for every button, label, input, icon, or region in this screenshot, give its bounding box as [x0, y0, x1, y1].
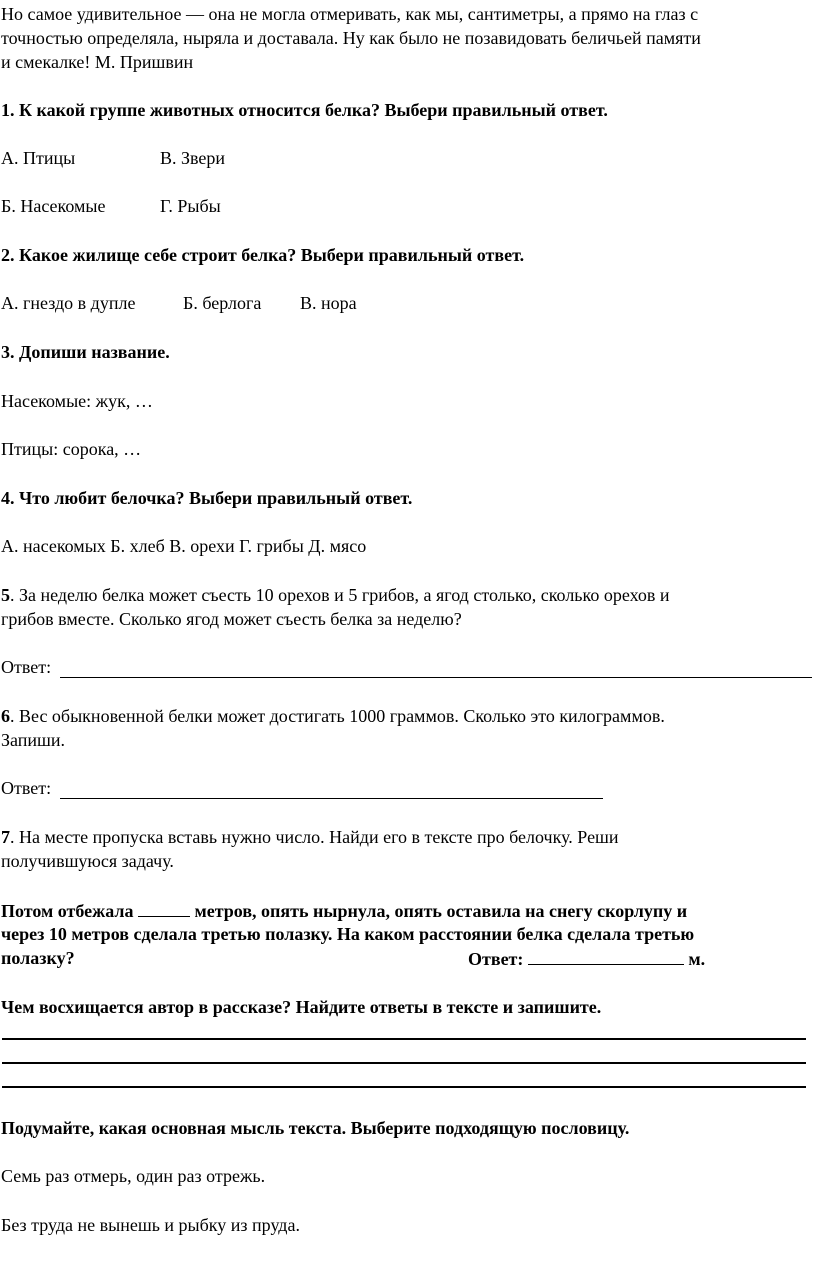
q5-answer-label: Ответ:: [1, 657, 52, 677]
intro-line: Но самое удивительное — она не могла отмеривать, как мы, сантиметры, а прямо на глаз с: [1, 4, 699, 24]
question-6-number: 6: [1, 706, 10, 726]
q2-option-a: А. гнездо в дупле: [1, 293, 136, 313]
question-4-title: 4. Что любит белочка? Выбери правильный ответ.: [1, 488, 413, 508]
question-9-title: Подумайте, какая основная мысль текста. Выберите подходящую пословицу.: [1, 1118, 630, 1138]
intro-line: и смекалке! М. Пришвин: [1, 52, 194, 72]
intro-line: точностью определяла, ныряла и доставала. Ну как было не позавидовать беличьей памяти: [1, 28, 701, 48]
q5-answer-line[interactable]: [60, 677, 812, 678]
question-6-line2: Запиши.: [1, 730, 66, 750]
question-6-line1: 6. Вес обыкновенной белки может достигать 1000 граммов. Сколько это килограммов.: [1, 706, 665, 726]
q6-answer-line[interactable]: [60, 798, 603, 799]
q8-answer-line[interactable]: [2, 1086, 806, 1088]
question-5-number: 5: [1, 585, 10, 605]
q3-insects-line: Насекомые: жук, …: [1, 391, 153, 411]
question-7-number: 7: [1, 827, 10, 847]
q4-options: А. насекомых Б. хлеб В. орехи Г. грибы Д. мясо: [1, 536, 367, 556]
question-3-title: 3. Допиши название.: [1, 342, 170, 362]
question-7-line1: 7. На месте пропуска вставь нужно число. Найди его в тексте про белочку. Реши: [1, 827, 619, 847]
q7-answer-blank[interactable]: [528, 946, 684, 965]
q3-birds-line: Птицы: сорока, …: [1, 439, 142, 459]
proverb-2: Без труда не вынешь и рыбку из пруда.: [1, 1215, 300, 1235]
q1-option-v: В. Звери: [160, 148, 226, 168]
q2-option-v: В. нора: [300, 293, 357, 313]
question-7-line2: получившуюся задачу.: [1, 851, 174, 871]
question-5-line1: 5. За неделю белка может съесть 10 орехов и 5 грибов, а ягод столько, сколько орехов и: [1, 585, 670, 605]
question-8-title: Чем восхищается автор в рассказе? Найдите ответы в тексте и запишите.: [1, 997, 602, 1017]
question-2-title: 2. Какое жилище себе строит белка? Выбери правильный ответ.: [1, 245, 525, 265]
q8-answer-line[interactable]: [2, 1062, 806, 1064]
q7-task-line1: Потом отбежала метров, опять нырнула, опять оставила на снегу скорлупу и: [1, 898, 687, 923]
q6-answer-label: Ответ:: [1, 778, 52, 798]
q2-option-b: Б. берлога: [183, 293, 262, 313]
q7-task-line3: полазку?: [1, 948, 75, 968]
q7-task-line2: через 10 метров сделала третью полазку. На каком расстоянии белка сделала третью: [1, 924, 695, 944]
q1-option-g: Г. Рыбы: [160, 196, 221, 216]
q1-option-b: Б. Насекомые: [1, 196, 106, 216]
q7-gap-blank[interactable]: [138, 898, 190, 917]
q1-option-a: А. Птицы: [1, 148, 76, 168]
proverb-1: Семь раз отмерь, один раз отрежь.: [1, 1166, 266, 1186]
q8-answer-line[interactable]: [2, 1038, 806, 1040]
question-5-line2: грибов вместе. Сколько ягод может съесть белка за неделю?: [1, 609, 462, 629]
q7-answer: Ответ: м.: [468, 946, 705, 971]
question-1-title: 1. К какой группе животных относится белка? Выбери правильный ответ.: [1, 100, 608, 120]
